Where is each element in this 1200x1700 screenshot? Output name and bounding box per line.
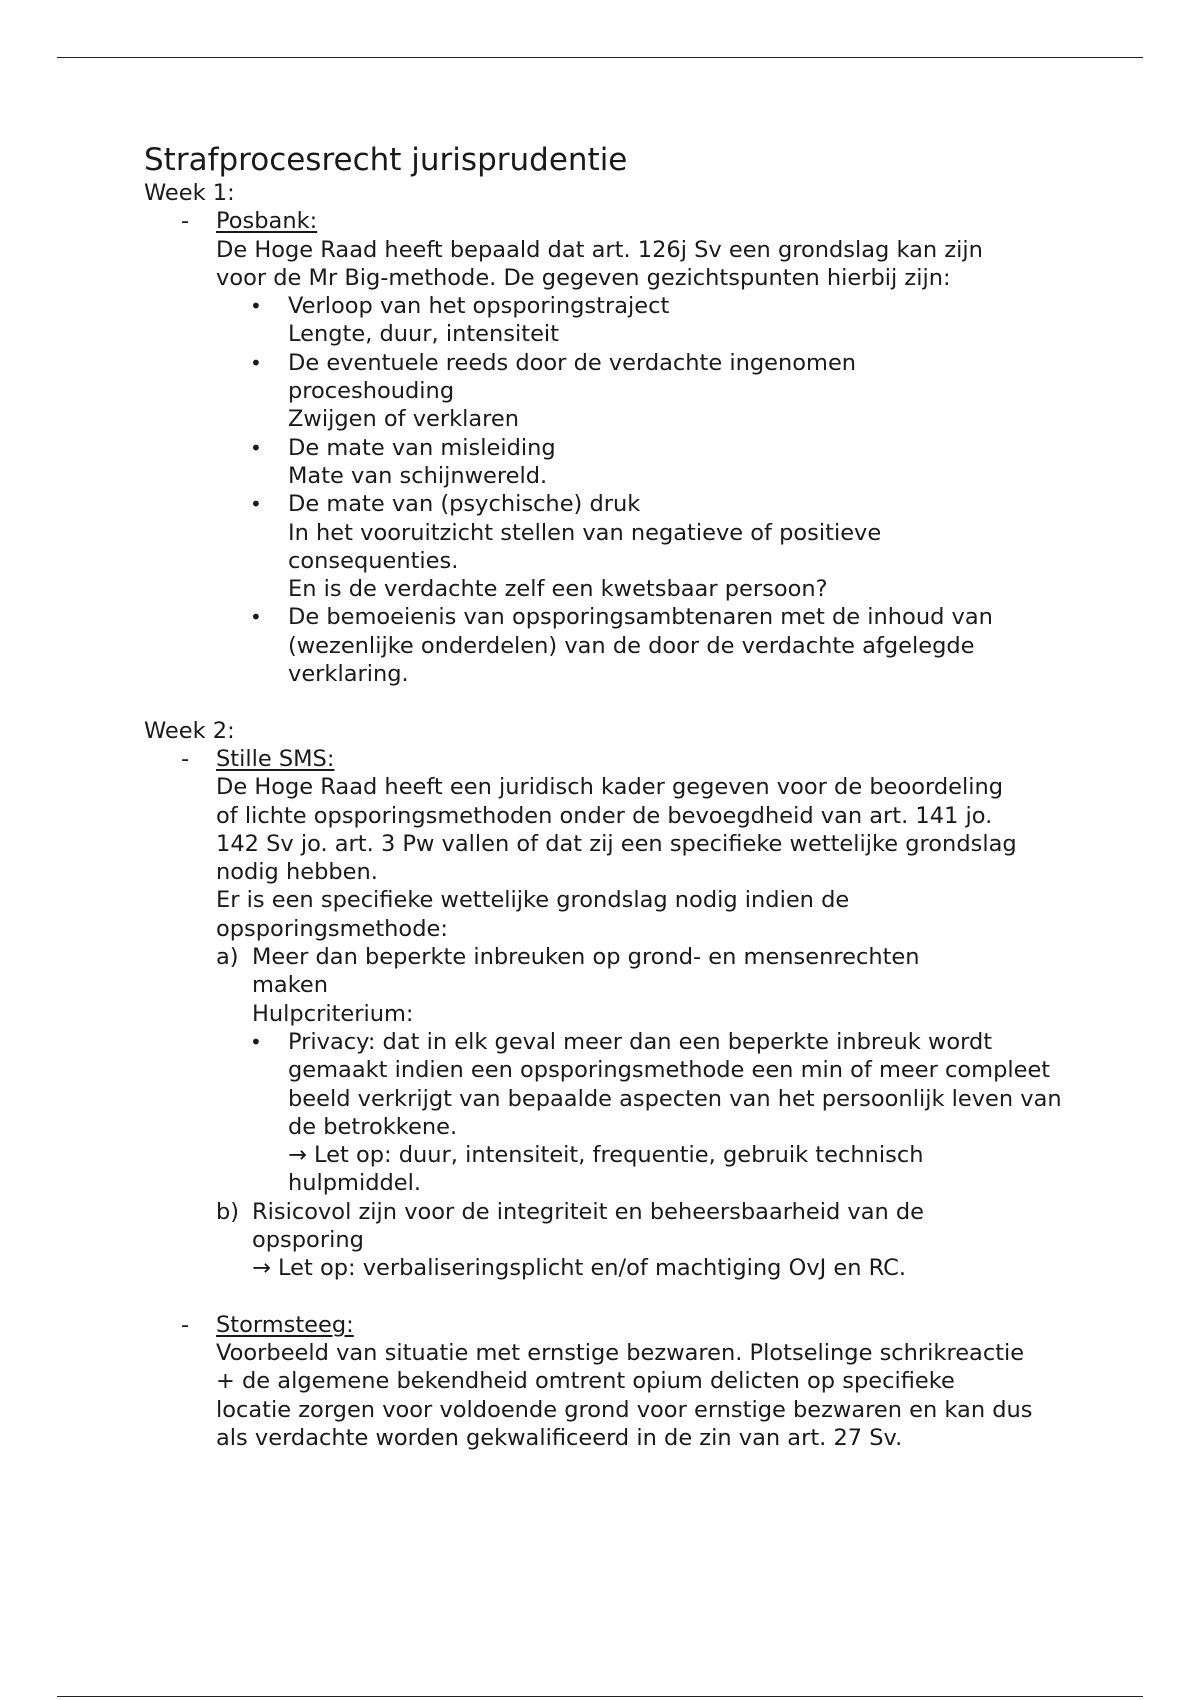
point-1 xyxy=(144,292,1074,349)
privacy-text: Privacy: dat in elk geval meer dan een beperkte inbreuk wordt gemaakt indien een opsporingsmethode een min of meer compleet beeld verkrijgt van bepaalde aspecten van het persoonlijk leven van de betrokkene. xyxy=(288,1028,1062,1140)
list-marker: b) xyxy=(216,1198,240,1225)
document-title: Strafprocesrecht jurisprudentie xyxy=(144,142,628,178)
list-marker: a) xyxy=(216,944,239,971)
point-sub: In het vooruitzicht stellen van negatieve of positieve consequenties. xyxy=(288,519,882,574)
bullet-marker: • xyxy=(250,1029,262,1054)
point-head: De mate van (psychische) druk xyxy=(288,491,641,518)
case-intro: De Hoge Raad heeft bepaald dat art. 126j Sv een grondslag kan zijn voor de Mr Big-methode. De gegeven gezichtspunten hierbij zijn: xyxy=(216,236,983,291)
point-head: Verloop van het opsporingstraject xyxy=(288,293,670,320)
bullet-marker: • xyxy=(250,435,262,460)
point-4 xyxy=(144,490,1074,603)
note-text: → Let op: duur, intensiteit, frequentie, gebruik technisch hulpmiddel. xyxy=(288,1142,924,1197)
top-rule xyxy=(57,57,1143,58)
point-5 xyxy=(144,603,1074,688)
bullet-marker: • xyxy=(250,294,262,319)
criterion-text: Risicovol zijn voor de integriteit en beheersbaarheid van de opsporing xyxy=(252,1198,925,1253)
case-paragraph: De Hoge Raad heeft een juridisch kader gegeven voor de beoordeling of lichte opsporingsmethoden onder de bevoegdheid van art. 141 jo. 142 Sv jo. art. 3 Pw vallen of dat zij een specifieke wettelijke grondslag nodig hebben. xyxy=(216,774,1017,886)
bullet-marker: • xyxy=(250,350,262,375)
case-stormsteeg xyxy=(144,1311,1074,1452)
bottom-rule xyxy=(57,1696,1143,1697)
dash-marker: - xyxy=(181,745,190,772)
week-2-label: Week 2: xyxy=(144,717,235,744)
note-text: → Let op: verbaliseringsplicht en/of machtiging OvJ en RC. xyxy=(252,1255,907,1282)
criterion-a xyxy=(144,943,1074,1028)
dash-marker: - xyxy=(181,1311,190,1338)
case-title: Posbank: xyxy=(216,208,318,235)
dash-marker: - xyxy=(181,208,190,235)
case-paragraph: Er is een specifieke wettelijke grondslag nodig indien de opsporingsmethode: xyxy=(216,887,850,942)
case-paragraph: Voorbeeld van situatie met ernstige bezwaren. Plotselinge schrikreactie + de algemene bekendheid omtrent opium delicten op specifieke locatie zorgen voor voldoende grond voor ernstige bezwaren en kan dus als verdachte worden gekwalificeerd in de zin van art. 27 Sv. xyxy=(216,1340,1033,1452)
case-title: Stormsteeg: xyxy=(216,1311,354,1338)
point-3 xyxy=(144,434,1074,491)
point-head: De mate van misleiding xyxy=(288,434,556,461)
week-1-label: Week 1: xyxy=(144,180,235,206)
point-sub: Lengte, duur, intensiteit xyxy=(288,321,559,348)
point-2 xyxy=(144,349,1074,434)
criterion-sub: Hulpcriterium: xyxy=(252,1000,414,1027)
bullet-marker: • xyxy=(250,605,262,630)
point-head: De bemoeienis van opsporingsambtenaren met de inhoud van (wezenlijke onderdelen) van de door de verdachte afgelegde verklaring. xyxy=(288,604,993,688)
case-stille-sms xyxy=(144,745,1074,943)
criterion-text: Meer dan beperkte inbreuken op grond- en mensenrechten maken xyxy=(252,944,920,999)
point-sub: Zwijgen of verklaren xyxy=(288,406,520,433)
privacy-point xyxy=(144,1028,1074,1198)
document-body xyxy=(144,141,1074,1452)
case-posbank xyxy=(144,207,1074,292)
bullet-marker: • xyxy=(250,492,262,517)
case-title: Stille SMS: xyxy=(216,745,335,772)
point-sub: Mate van schijnwereld. xyxy=(288,462,548,489)
criterion-b xyxy=(144,1198,1074,1283)
point-head: De eventuele reeds door de verdachte ingenomen proceshouding xyxy=(288,349,857,405)
point-sub: En is de verdachte zelf een kwetsbaar persoon? xyxy=(288,576,828,603)
